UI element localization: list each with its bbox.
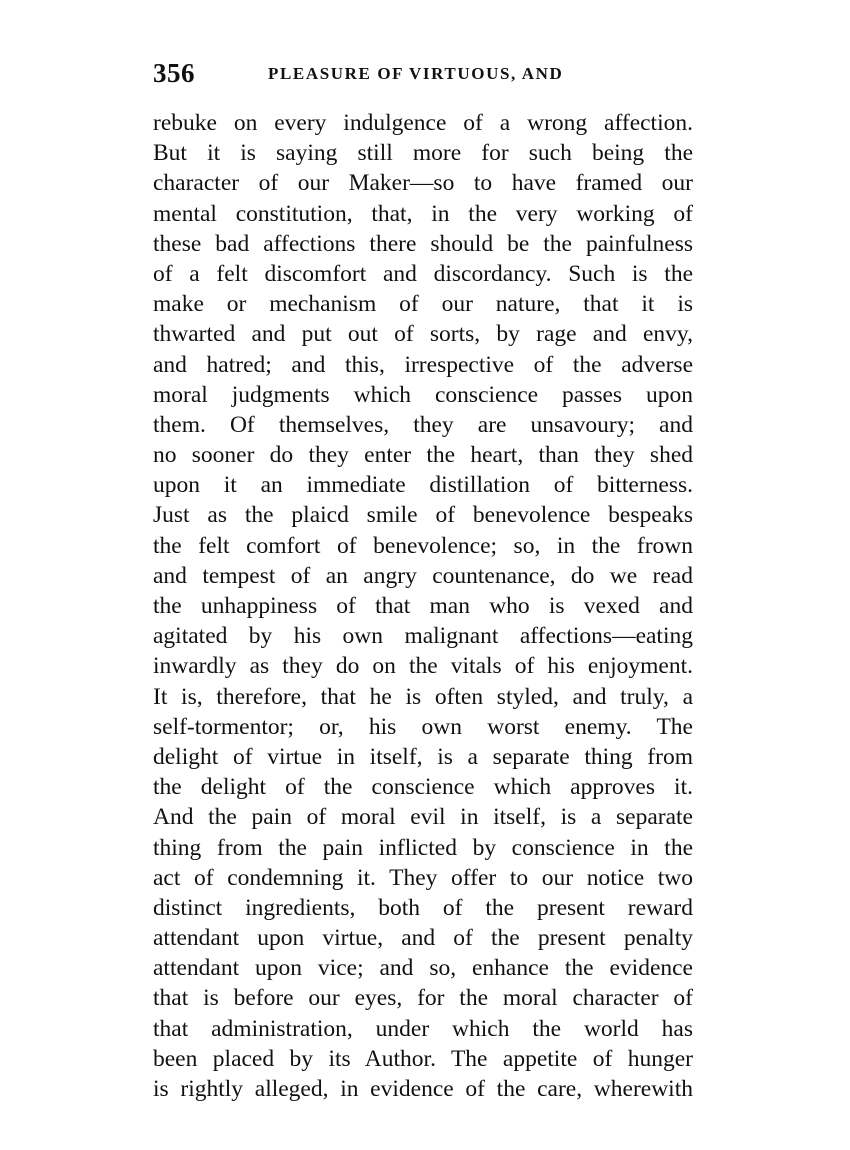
text-line: them. Of themselves, they are unsavoury; and	[153, 411, 693, 438]
text-line: make or mechanism of our nature, that it is	[153, 291, 693, 318]
text-line: upon it an immediate distillation of bitterness.	[153, 472, 693, 499]
text-line: And the pain of moral evil in itself, is a separate	[153, 804, 693, 831]
text-line: and hatred; and this, irrespective of the adverse	[153, 351, 693, 378]
text-line: moral judgments which conscience passes upon	[153, 381, 693, 408]
text-line: is rightly alleged, in evidence of the care, wherewith	[153, 1076, 693, 1102]
text-line: attendant upon vice; and so, enhance the evidence	[153, 955, 693, 982]
running-head: PLEASURE OF VIRTUOUS, AND	[268, 64, 564, 83]
text-line: that is before our eyes, for the moral character of	[153, 985, 693, 1012]
text-line: attendant upon virtue, and of the present penalty	[153, 925, 693, 952]
text-line: the felt comfort of benevolence; so, in the frown	[153, 532, 693, 559]
body-text	[153, 108, 693, 1104]
text-line: inwardly as they do on the vitals of his enjoyment.	[153, 653, 693, 680]
text-line: thing from the pain inflicted by conscience in the	[153, 834, 693, 861]
text-line: rebuke on every indulgence of a wrong affection.	[153, 110, 693, 136]
text-line: of a felt discomfort and discordancy. Such is the	[153, 260, 693, 287]
text-line: the delight of the conscience which approves it.	[153, 774, 693, 801]
text-line: these bad affections there should be the painfulness	[153, 230, 693, 257]
text-line: But it is saying still more for such being the	[153, 140, 693, 167]
text-line: self-tormentor; or, his own worst enemy. The	[153, 713, 693, 740]
text-line: thwarted and put out of sorts, by rage and envy,	[153, 321, 693, 348]
text-line: mental constitution, that, in the very working of	[153, 200, 693, 227]
text-line: character of our Maker—so to have framed our	[153, 170, 693, 197]
text-line: and tempest of an angry countenance, do we read	[153, 562, 693, 589]
text-line: It is, therefore, that he is often styled, and truly, a	[153, 683, 693, 710]
text-line: no sooner do they enter the heart, than they shed	[153, 442, 693, 469]
text-line: delight of virtue in itself, is a separate thing from	[153, 743, 693, 770]
text-line: agitated by his own malignant affections—eating	[153, 623, 693, 650]
text-line: act of condemning it. They offer to our notice two	[153, 864, 693, 891]
page-number: 356	[153, 58, 195, 88]
text-line: the unhappiness of that man who is vexed and	[153, 593, 693, 619]
text-line: that administration, under which the world has	[153, 1015, 693, 1042]
text-line: Just as the plaicd smile of benevolence bespeaks	[153, 502, 693, 529]
text-line: distinct ingredients, both of the present reward	[153, 894, 693, 921]
text-line: been placed by its Author. The appetite of hunger	[153, 1045, 693, 1072]
page-header	[153, 58, 693, 92]
